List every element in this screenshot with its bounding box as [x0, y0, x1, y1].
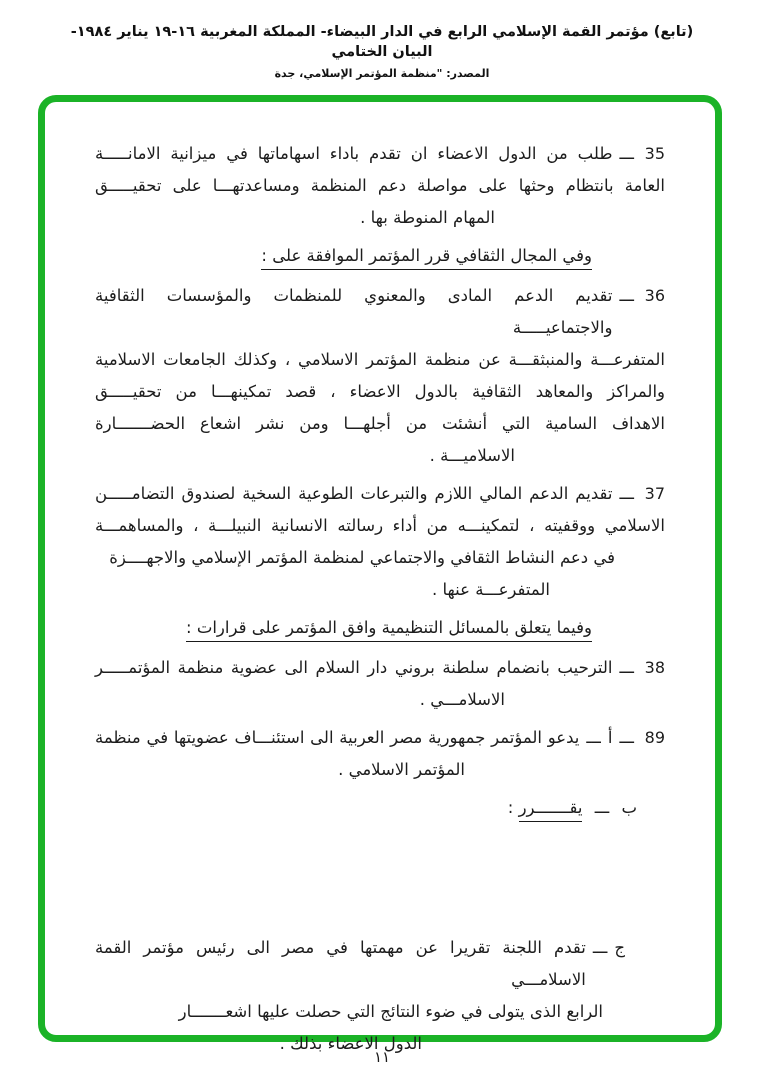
clause-text-line: الرابع الذى يتولى في ضوء النتائج التي حصلت عليها اشعـــــــار: [178, 1002, 603, 1021]
clause-text-line: المتفرعـــة عنها .: [432, 580, 550, 599]
sub-item-letter-a: أ: [607, 728, 613, 747]
clause-37-line-1: [95, 478, 665, 510]
colon: :: [507, 798, 514, 817]
clause-35: [95, 138, 665, 234]
clause-35-line-1: [95, 138, 665, 170]
clause-39-line-1: [95, 722, 665, 754]
sub-item-b-decides: [95, 792, 637, 824]
clause-36: [95, 280, 665, 472]
clause-39-sub-c: [95, 932, 625, 1060]
paragraph-text-line: [95, 830, 577, 862]
dash-glyph: ـــ: [619, 144, 634, 163]
sub-c-line-1: [95, 932, 625, 996]
clause-39-sub-a: [95, 722, 665, 786]
clause-text-line: المؤتمر الاسلامي .: [338, 760, 465, 779]
dash-glyph: ـــ: [619, 728, 634, 747]
dash-glyph: ـــ: [592, 938, 608, 957]
clause-text-line: تقدم اللجنة تقريرا عن مهمتها في مصر الى رئيس مؤتمر القمة الاسلامـــي: [95, 938, 586, 989]
clause-number: 35: [644, 144, 665, 163]
page-number: ١١: [373, 1048, 391, 1066]
sub-item-letter-c: ج: [614, 938, 625, 957]
paragraph-committee-formation: [95, 830, 577, 926]
document-body: [45, 102, 715, 1053]
paragraph-text-line: [95, 894, 577, 926]
dash-glyph: ـــ: [619, 658, 634, 677]
dash-glyph: ـــ: [586, 728, 601, 747]
clause-number: 36: [644, 286, 665, 305]
clause-number: 89: [644, 728, 665, 747]
clause-text-line: الاسلامـــي .: [419, 690, 505, 709]
dash-glyph: ـــ: [619, 286, 634, 305]
clause-text-line: الترحيب بانضمام سلطنة بروني دار السلام الى عضوية منظمة المؤتمـــــر: [95, 658, 613, 677]
underlined-heading-text: وفي المجال الثقافي قرر المؤتمر الموافقة على :: [261, 246, 592, 270]
clause-text-line: يدعو المؤتمر جمهورية مصر العربية الى استئنـــاف عضويتها في منظمة: [95, 728, 580, 747]
clause-number: 38: [644, 658, 665, 677]
clause-text-line: الاسلاميـــة .: [429, 446, 515, 465]
underlined-decides-word: يقـــــــرر: [519, 798, 583, 822]
clause-text-line: والمراكز والمعاهد الثقافية بالدول الاعضاء ، قصد تمكينهـــا من تحقيـــــق: [95, 382, 665, 401]
clause-36-line-1: [95, 280, 665, 344]
clause-text-line: الدول الاعضاء بذلك .: [279, 1034, 422, 1053]
clause-text-line: العامة بانتظام وحثها على مواصلة دعم المنظمة ومساعدتهـــا على تحقيـــــق: [95, 176, 665, 195]
clause-38: [95, 652, 665, 716]
clause-text-line: المهام المنوطة بها .: [360, 208, 495, 227]
document-source: المصدر: "منظمة المؤتمر الإسلامي، جدة: [274, 67, 490, 80]
document-title: (تابع) مؤتمر القمة الإسلامي الرابع في الدار البيضاء- المملكة المغربية ١٦-١٩ يناير ١٩٨٤- البيان الختامي: [70, 24, 694, 60]
clause-37: [95, 478, 665, 606]
sub-item-letter-b: ب: [621, 798, 637, 817]
dash-glyph: ـــ: [619, 484, 634, 503]
clause-text-line: تقديم الدعم المادى والمعنوي للمنظمات والمؤسسات الثقافية والاجتماعيـــــة: [95, 286, 613, 337]
document-header: [0, 22, 764, 80]
clause-38-line-1: [95, 652, 665, 684]
section-heading-cultural: [95, 240, 592, 272]
clause-text-line: الاهداف السامية التي أنشئت من أجلهـــا ومن نشر اشعاع الحضـــــــارة: [95, 414, 665, 433]
section-heading-organizational: [95, 612, 592, 644]
clause-text-line: المتفرعـــة والمنبثقـــة عن منظمة المؤتمر الاسلامي ، وكذلك الجامعات الاسلامية: [95, 350, 665, 369]
dash-glyph: ـــ: [594, 798, 610, 817]
green-border-frame: [38, 95, 722, 1053]
clause-text-line: في دعم النشاط الثقافي والاجتماعي لمنظمة المؤتمر الإسلامي والاجهــــزة: [109, 548, 615, 567]
clause-number: 37: [644, 484, 665, 503]
clause-text-line: الاسلامي ووقفيته ، لتمكينـــه من أداء رسالته الانسانية النبيلـــة ، والمساهمـــة: [95, 516, 665, 535]
underlined-heading-text: وفيما يتعلق بالمسائل التنظيمية وافق المؤتمر على قرارات :: [186, 618, 592, 642]
clause-text-line: تقديم الدعم المالي اللازم والتبرعات الطوعية السخية لصندوق التضامـــــن: [95, 484, 613, 503]
paragraph-text-line: [95, 862, 577, 894]
clause-text-line: طلب من الدول الاعضاء ان تقدم باداء اسهاماتها في ميزانية الامانـــــة: [95, 144, 613, 163]
